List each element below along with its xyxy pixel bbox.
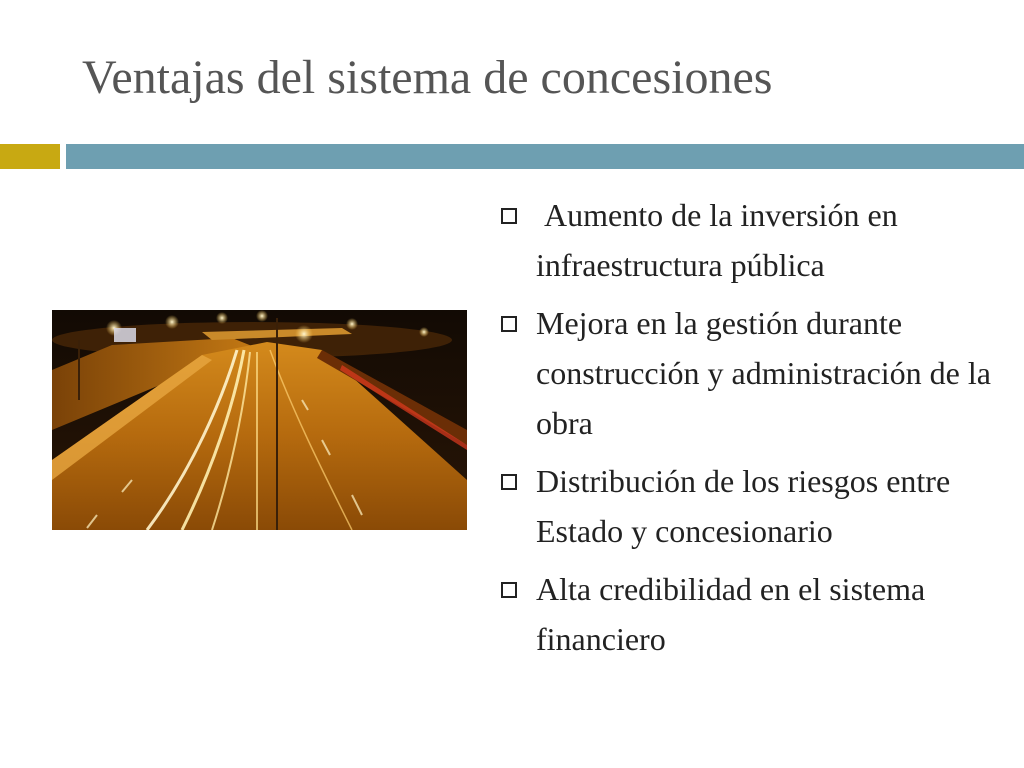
bullet-text: Distribución de los riesgos entre Estado y concesionario [536,463,951,549]
list-item [498,564,998,664]
list-item [498,190,998,290]
hollow-square-icon [501,474,517,490]
highway-night-photo [52,310,467,530]
hollow-square-icon [501,208,517,224]
bullet-list [498,190,998,672]
hollow-square-icon [501,316,517,332]
accent-bar-blue [66,144,1024,169]
hollow-square-icon [501,582,517,598]
slide-title: Ventajas del sistema de concesiones [82,51,773,104]
bullet-text: Aumento de la inversión en infraestructura pública [536,197,906,283]
list-item [498,298,998,448]
bullet-text: Mejora en la gestión durante construcción y administración de la obra [536,305,991,441]
accent-bar-gold [0,144,60,169]
bullet-text: Alta credibilidad en el sistema financiero [536,571,926,657]
highway-illustration [52,310,467,530]
list-item [498,456,998,556]
